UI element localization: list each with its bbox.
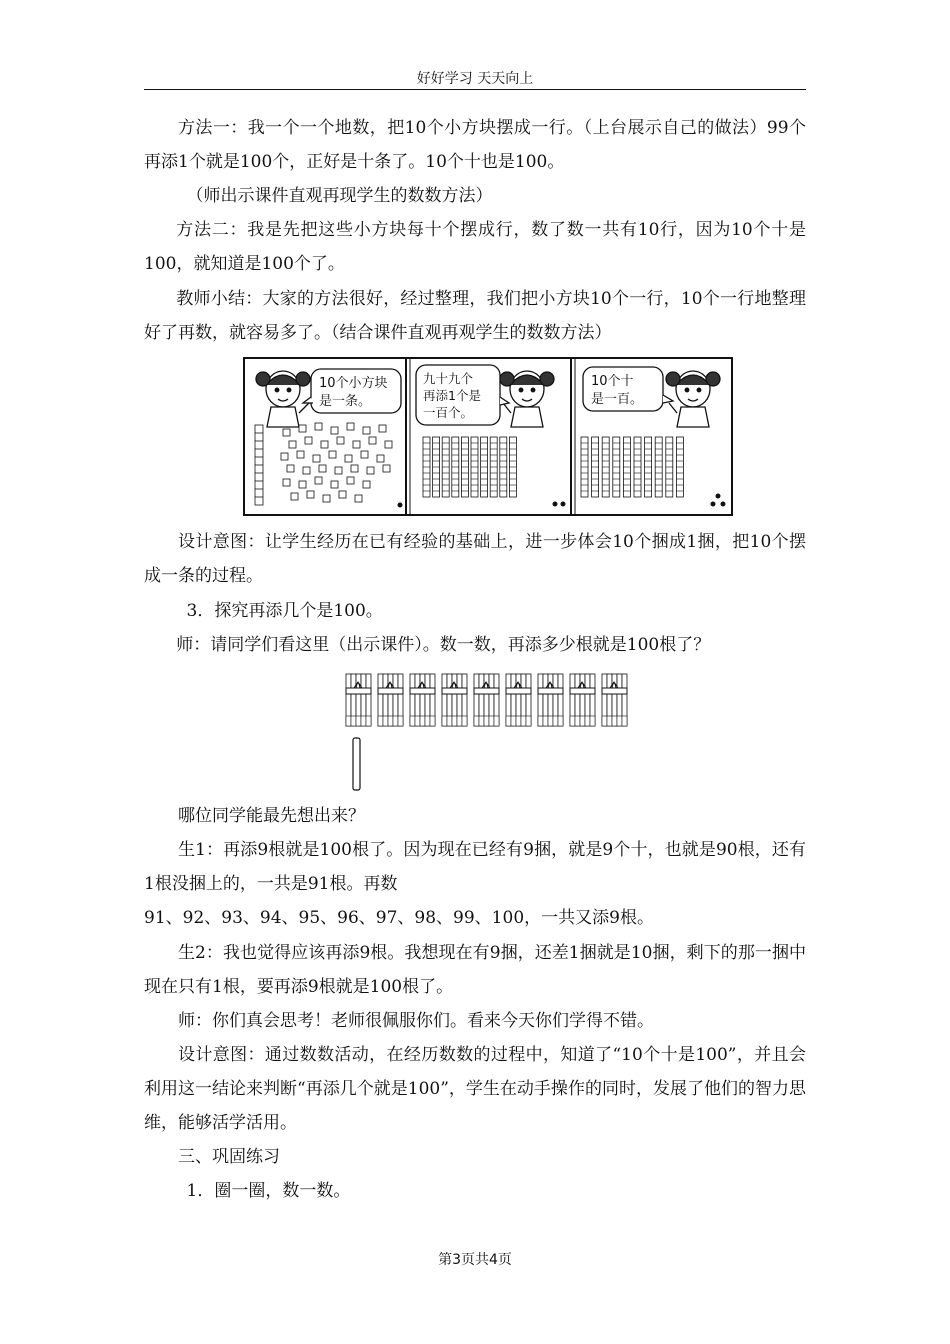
page-footer: 第3页共4页: [438, 1252, 512, 1268]
ten-block-strip: [423, 437, 430, 497]
bubble-text: 一百个。: [423, 405, 474, 420]
panel-dot: [716, 494, 721, 499]
speech-bubble: [416, 365, 509, 425]
panel-dot: [711, 502, 716, 507]
ten-block-strip: [433, 437, 440, 497]
ten-block-strip: [581, 437, 588, 497]
ten-block-strip: [481, 437, 488, 497]
ten-block-strip: [623, 437, 630, 497]
ten-block-strip: [602, 437, 609, 497]
stick-bundles-figure: [340, 664, 640, 794]
panel-dot: [561, 502, 566, 507]
stick-bundle: [346, 674, 371, 726]
panel-dot: [721, 502, 726, 507]
speech-bubble: [583, 367, 673, 411]
bubble-text: 是一条。: [319, 394, 372, 409]
paragraph-student-two: 生2：我也觉得应该再添9根。我想现在有9捆，还差1捆就是10捆，剩下的那一捆中现在只有1根，要再添9根就是100根了。: [144, 943, 806, 997]
ten-block-strip: [442, 437, 449, 497]
speech-bubble: [303, 369, 401, 413]
stick-bundle: [378, 674, 403, 726]
paragraph-student-one-count: 91、92、93、94、95、96、97、98、99、100，一共又添9根。: [144, 908, 654, 928]
ten-block-strip: [676, 437, 683, 497]
stick-bundle: [602, 674, 627, 726]
ten-block-strip: [634, 437, 641, 497]
ten-block-strip: [471, 437, 478, 497]
stick-bundle: [570, 674, 595, 726]
ten-block-strip: [255, 425, 263, 505]
ten-block-strip: [500, 437, 507, 497]
ten-block-strip: [666, 437, 673, 497]
header-divider: [144, 89, 806, 90]
bubble-text: 再添1个是: [423, 388, 481, 403]
ten-block-strip: [509, 437, 516, 497]
paragraph-exercise-one: 1．圈一圈，数一数。: [186, 1181, 351, 1201]
stick-bundle: [538, 674, 563, 726]
page-header: 好好学习 天天向上: [416, 71, 534, 87]
section-heading-practice: 三、巩固练习: [178, 1147, 280, 1167]
paragraph-design-intent-2: 设计意图：通过数数活动，在经历数数的过程中，知道了“10个十是100”，并且会利用这一结论来判断“再添几个就是100”，学生在动手操作的同时，发展了他们的智力思维，能够活学活用。: [144, 1045, 806, 1133]
paragraph-method-two: 方法二：我是先把这些小方块每十个摆成行，数了数一共有10行，因为10个十是100，就知道是100个了。: [144, 220, 806, 274]
paragraph-who-first: 哪位同学能最先想出来？: [178, 806, 365, 826]
paragraph-teacher-show: （师出示课件直观再现学生的数数方法）: [186, 186, 493, 206]
stick-bundle: [506, 674, 531, 726]
ten-block-strip: [592, 437, 599, 497]
paragraph-student-one: 生1：再添9根就是100根了。因为现在已经有9捆，就是9个十，也就是90根，还有1根没捆上的，一共是91根。再数: [144, 840, 806, 894]
bubble-text: 10个小方块: [319, 376, 388, 391]
ten-block-strip: [490, 437, 497, 497]
panel-dot: [398, 503, 403, 508]
ten-block-strip: [645, 437, 652, 497]
paragraph-step-three: 3．探究再添几个是100。: [186, 601, 383, 621]
bubble-text: 10个十: [591, 374, 634, 389]
paragraph-method-one: 方法一：我一个一个地数，把10个小方块摆成一行。（上台展示自己的做法）99个再添1个就是100个，正好是十条了。10个十也是100。: [144, 118, 806, 172]
paragraph-design-intent-1: 设计意图：让学生经历在已有经验的基础上，进一步体会10个捆成1捆，把10个摆成一条的过程。: [144, 532, 806, 586]
bubble-text: 九十九个: [423, 371, 474, 386]
stick-bundle: [442, 674, 467, 726]
stick-bundle: [474, 674, 499, 726]
ten-block-strip: [452, 437, 459, 497]
paragraph-teacher-summary: 教师小结：大家的方法很好，经过整理，我们把小方块10个一行，10个一行地整理好了再数，就容易多了。（结合课件直观再观学生的数数方法）: [144, 289, 806, 343]
counting-comic-figure: [243, 357, 733, 517]
ten-block-strip: [613, 437, 620, 497]
paragraph-teacher-question: 师：请同学们看这里（出示课件）。数一数，再添多少根就是100根了？: [176, 635, 711, 655]
stick-bundle: [410, 674, 435, 726]
ten-block-strip: [655, 437, 662, 497]
single-stick: [353, 738, 360, 790]
bubble-text: 是一百。: [591, 392, 644, 407]
panel-dot: [553, 502, 558, 507]
ten-block-strip: [461, 437, 468, 497]
paragraph-teacher-praise: 师：你们真会思考！老师很佩服你们。看来今天你们学得不错。: [178, 1011, 654, 1031]
